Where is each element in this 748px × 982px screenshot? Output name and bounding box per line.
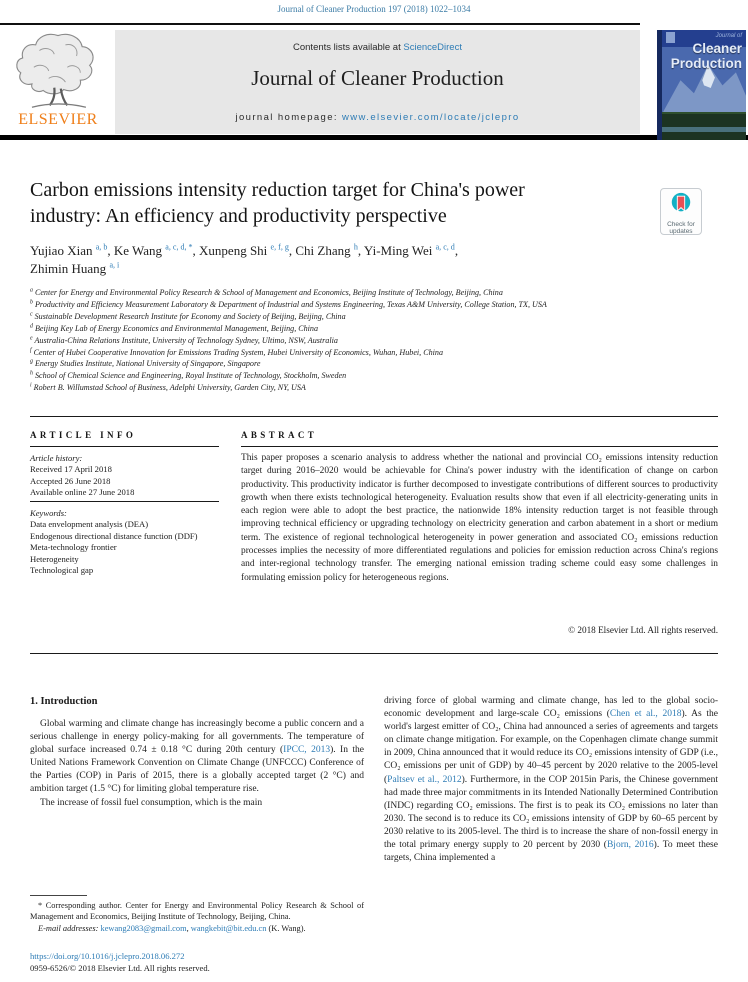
cover-logo-icon [666, 32, 675, 43]
keyword-item: Meta-technology frontier [30, 542, 117, 553]
affiliations-list [30, 287, 720, 394]
text-segment: a, b [95, 242, 108, 252]
homepage-line [115, 112, 640, 123]
journal-cover-image [657, 30, 746, 140]
text-segment: (K. Wang). [266, 923, 306, 933]
text-segment: ). As the world's largest emitter of CO₂, China had announced a series of agreements and targets on climate change mitigation. For example, on the Copenhagen climate change summit in 2009, China announced that it would reduce its CO₂ emissions intensity of GDP (i.e., CO₂ emissions per unit of GDP) by 40–45 percent by 2020 relative to the 2005-level ( [384, 709, 719, 785]
text-segment: a, i [109, 260, 120, 270]
history-available: Available online 27 June 2018 [30, 487, 135, 498]
article-title [30, 177, 642, 229]
text-segment: Beijing Key Lab of Energy Economics and Environmental Management, Beijing, China [32, 323, 319, 333]
abstract-heading-rule [241, 446, 718, 447]
text-segment: Center of Hubei Cooperative Innovation for Emissions Trading System, Hubei University of Economics, Wuhan, Hubei, China [31, 347, 444, 357]
text-segment: , Xunpeng Shi [192, 243, 271, 258]
footnote-rule [30, 895, 87, 896]
affiliation [30, 323, 720, 335]
authors-line1 [30, 242, 675, 260]
check-updates-badge[interactable] [660, 188, 702, 235]
text-segment: journal homepage: [235, 112, 343, 123]
inline-link[interactable]: kewang2083@gmail.com [100, 923, 187, 933]
inline-link[interactable]: ScienceDirect [403, 42, 462, 53]
text-segment: The increase of fossil fuel consumption, which is the main [40, 797, 263, 808]
text-segment: Contents lists available at [293, 42, 404, 53]
elsevier-logo [8, 30, 108, 134]
intro-section-heading: 1. Introduction [30, 696, 98, 707]
affiliation [30, 358, 720, 370]
doi-link[interactable]: https://doi.org/10.1016/j.jclepro.2018.06.272 [30, 951, 185, 961]
cover-journal-of-label: Journal of [715, 33, 742, 39]
keywords-label: Keywords: [30, 508, 67, 518]
text-segment: , Yi-Ming Wei [357, 243, 436, 258]
text-segment: a [30, 287, 33, 294]
authors-line [30, 242, 675, 277]
abstract-bottom-rule [30, 653, 718, 654]
cover-water-strip [662, 127, 746, 132]
footnote-block [30, 900, 364, 934]
text-segment: ). To meet these targets, China implemented a [384, 840, 718, 864]
issn-copyright-line: 0959-6526/© 2018 Elsevier Ltd. All rights reserved. [30, 963, 210, 973]
text-segment: , [454, 243, 459, 258]
article-history-block [30, 453, 220, 499]
intro-paragraph [30, 718, 364, 797]
masthead-box [115, 30, 640, 134]
inline-link[interactable]: wangkebit@bit.edu.cn [190, 923, 267, 933]
history-accepted: Accepted 26 June 2018 [30, 475, 111, 486]
text-segment: E-mail addresses: [38, 923, 101, 933]
top-rule [0, 23, 640, 25]
inline-link[interactable]: Paltsev et al., 2012 [387, 774, 462, 785]
text-segment: Zhimin Huang [30, 260, 110, 276]
email-line [30, 923, 364, 934]
copyright-line: © 2018 Elsevier Ltd. All rights reserved. [568, 625, 718, 635]
text-segment: Center for Energy and Environmental Policy Research & School of Management and Economics, Beijing Institute of Technology, Beijing, China [32, 288, 503, 297]
intro-column-left [30, 718, 364, 810]
keywords-block [30, 508, 225, 576]
text-segment: , Chi Zhang [288, 243, 354, 258]
journal-title: Journal of Cleaner Production [251, 66, 504, 90]
text-segment: Productivity and Efficiency Measurement Laboratory & Department of Industrial and Systems Engineering, Texas A&M University, College Station, TX, USA [32, 299, 547, 309]
section-rule [30, 416, 718, 417]
check-updates-label: Check for updates [667, 221, 695, 235]
text-segment: e, f, g [270, 242, 289, 252]
affiliation [30, 335, 720, 347]
text-segment: h [30, 370, 33, 377]
info-heading-rule [30, 446, 219, 447]
authors-line2 [30, 260, 675, 278]
keyword-item: Data envelopment analysis (DEA) [30, 519, 149, 530]
cover-title-line1: Cleaner [692, 41, 742, 56]
text-segment: c [30, 311, 33, 318]
text-segment: Sustainable Development Research Institute for Economy and Society of Beijing, Beijing, China [32, 311, 346, 321]
text-segment: School of Chemical Science and Engineering, Royal Institute of Technology, Stockholm, Sweden [32, 371, 347, 381]
journal-citation[interactable]: Journal of Cleaner Production 197 (2018) 1022–1034 [277, 4, 471, 14]
abstract-text: This paper proposes a scenario analysis to address whether the national and provincial CO₂ emissions intensity reduction target during 2016–2020 would be achievable for China's power industry with the identification of change on carbon productivity. This productivity indicator is further decomposed to investigate contributions of different sources to productivity growth when there exists technological heterogeneity. Evaluation results show that even if all electricity-generating units in each region were able to adopt the best practice, the nationwide 18% intensity reduction target is not feasible through improving technical efficiency or upgrading technology on electricity generation and carbon abatement in a short or medium term. The existence of regional technological heterogeneity in power generation and associated CO₂ emissions reduction processes implies the necessity of more differentiated regulations and policies for emission reduction across China's regions and inter-regional technology transfer. The emerging national emission trading scheme could easy some challenges in formulating emission policy for heterogeneous regions. [241, 453, 718, 583]
abstract-heading: ABSTRACT [241, 430, 318, 440]
history-received: Received 17 April 2018 [30, 464, 112, 475]
article-title-line2: industry: An efficiency and productivity perspective [30, 205, 447, 227]
intro-column-right [384, 695, 718, 865]
crossmark-icon [670, 203, 692, 220]
affiliation [30, 347, 720, 359]
text-segment: driving force of global warming and climate change, has led to the global socio-economic development and large-scale CO₂ emissions ( [384, 696, 718, 720]
article-history-label: Article history: [30, 453, 83, 463]
text-segment: , [186, 923, 191, 933]
text-segment: Energy Studies Institute, National University of Singapore, Singapore [32, 359, 261, 369]
text-segment: ). Furthermore, in the COP 2015in Paris, the Chinese government had made three major commitments in its Intended Nationally Determined Contribution (INDC) regarding CO₂ emissions. The first is to peak its CO₂ emissions no later than 2030. The second is to reduce its CO₂ emissions intensity of GDP by 60–65 percent by 2030 relative to its 2005-level. The third is to increase the share of non-fossil energy in the total primary energy supply to 20 percent by 2030 ( [384, 774, 719, 851]
text-segment: Australia-China Relations Institute, University of Technology Sydney, Ultimo, NSW, Australia [32, 335, 338, 345]
affiliation [30, 382, 720, 394]
inline-link[interactable]: Bjorn, 2016 [606, 840, 654, 851]
text-segment: e [30, 334, 33, 341]
text-segment: g [30, 358, 33, 365]
text-segment: Global warming and climate change has increasingly become a public concern and a serious challenge in energy policy-making for all governments. The temperature of global surface increased 0.74 ± 0.18 °C during 20th century ( [30, 719, 364, 756]
contents-line [115, 42, 640, 53]
text-segment: i [30, 382, 32, 389]
inline-link[interactable]: IPCC, 2013 [283, 745, 331, 756]
text-segment: Robert B. Willumstad School of Business, Adelphi University, Garden City, NY, USA [31, 383, 306, 393]
text-segment: d [30, 323, 33, 330]
inline-link[interactable]: www.elsevier.com/locate/jclepro [342, 112, 520, 123]
article-title-line1: Carbon emissions intensity reduction target for China's power [30, 179, 525, 201]
intro-paragraph [30, 797, 364, 810]
text-segment: a, c, d, * [165, 242, 193, 252]
affiliation [30, 311, 720, 323]
elsevier-wordmark: ELSEVIER [18, 111, 98, 128]
text-segment: , Ke Wang [107, 243, 166, 258]
text-segment: h [353, 242, 358, 252]
affiliation [30, 299, 720, 311]
elsevier-tree-icon [8, 30, 108, 110]
masthead-divider-bar [0, 135, 748, 140]
text-segment: ). In the United Nations Framework Convention on Climate Change (UNFCCC) Conference of the Parties (COP) in Paris of 2015, there is a globally accepted target (2 °C) and ambition target (1.5 °C) for limiting global temperature rise. [30, 745, 364, 795]
keyword-item: Endogenous directional distance function (DDF) [30, 530, 198, 541]
text-segment: a, c, d [435, 242, 455, 252]
text-segment: f [30, 346, 32, 353]
keyword-item: Technological gap [30, 565, 94, 576]
intro-paragraph [384, 695, 718, 865]
keyword-item: Heterogeneity [30, 553, 79, 564]
text-segment: b [30, 299, 33, 306]
affiliation [30, 287, 720, 299]
affiliation [30, 370, 720, 382]
cover-title-line2: Production [670, 56, 742, 71]
corresponding-author-note: * Corresponding author. Center for Energy and Environmental Policy Research & School of Management and Economics, Beijing Institute of Technology, Beijing, China. [30, 901, 364, 922]
info-divider-rule [30, 501, 219, 502]
text-segment: Yujiao Xian [30, 243, 96, 258]
article-info-heading: ARTICLE INFO [30, 430, 137, 440]
inline-link[interactable]: Chen et al., 2018 [609, 709, 682, 720]
